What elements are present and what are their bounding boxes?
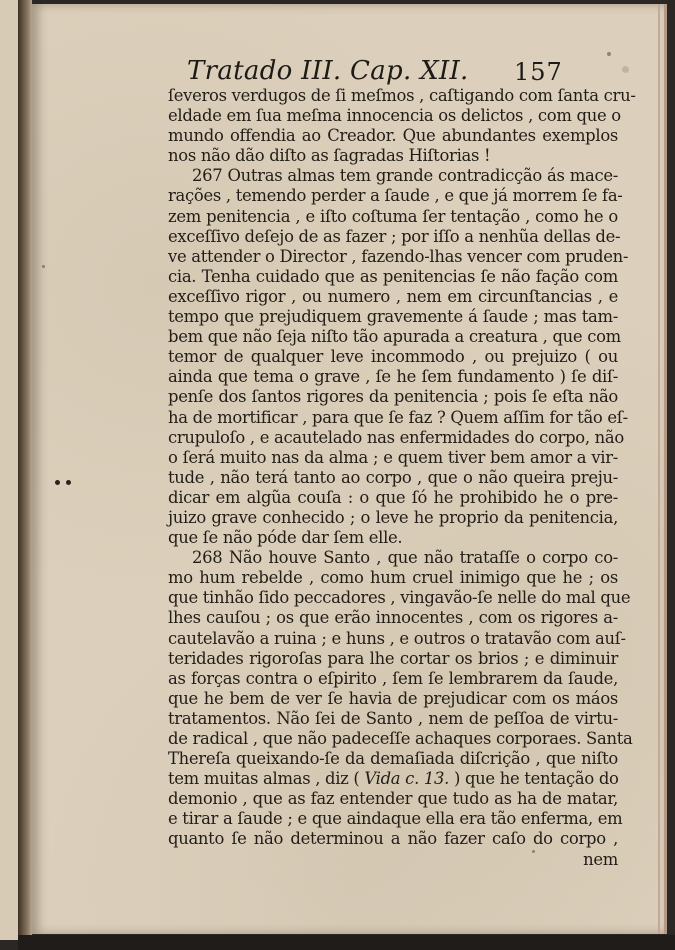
book-page	[32, 4, 667, 934]
citation: Vida c. 13.	[364, 769, 450, 789]
text-line: mundo offendia ao Creador. Que abundantes exemplos	[168, 126, 618, 146]
text-line: tempo que prejudiquem gravemente á ſaude ; mas tam-	[168, 307, 618, 327]
text-line: quanto ſe não determinou a não fazer caſo do corpo ,	[168, 829, 618, 849]
margin-mark	[55, 480, 60, 485]
text-line: crupuloſo , e acautelado nas enfermidades do corpo, não	[168, 427, 624, 447]
text-line: exceſſivo deſejo de as fazer ; por iſſo a nenhũa dellas de-	[168, 226, 621, 246]
text-line: zem penitencia , e iſto coſtuma ſer tentação , como he o	[168, 206, 618, 226]
catchword: nem	[583, 849, 618, 869]
text-line: que he bem de ver ſe havia de prejudicar com os máos	[168, 688, 618, 708]
text-line: demonio , que as faz entender que tudo as ha de matar,	[168, 789, 618, 809]
paper-speck	[42, 265, 45, 268]
paper-speck	[622, 66, 629, 73]
text-line: cia. Tenha cuidado que as penitencias ſe não fação com	[168, 266, 618, 286]
book-gutter	[18, 0, 32, 935]
page-edge	[658, 4, 660, 934]
text-line: juizo grave conhecido ; o leve he proprio da penitencia,	[168, 507, 618, 527]
text-line: 267 Outras almas tem grande contradicção ás mace-	[192, 166, 618, 186]
text-line: lhes cauſou ; os que erão innocentes , com os rigores a-	[168, 608, 618, 628]
text-line: bem que não ſeja niſto tão apurada a creatura , que com	[168, 327, 621, 347]
text-line: nos não dão diſto as ſagradas Hiſtorias !	[168, 146, 491, 166]
text-line: Thereſa queixando-ſe da demaſiada diſcrição , que niſto	[168, 749, 618, 769]
text-line: ſeveros verdugos de ſi meſmos , caſtigando com ſanta cru-	[168, 86, 636, 105]
page-number: 157	[514, 58, 563, 86]
text-line: 268 Não houve Santo , que não trataſſe o corpo co-	[192, 548, 618, 568]
text-line: tratamentos. Não ſei de Santo , nem de peſſoa de virtu-	[168, 708, 618, 728]
text-line: ainda que tema o grave , ſe he ſem fundamento ) ſe diſ-	[168, 367, 618, 387]
text-line: eldade em ſua meſma innocencia os delictos , com que o	[168, 106, 621, 126]
text-line: tude , não terá tanto ao corpo , que o não queira preju-	[168, 467, 618, 487]
page-header	[32, 54, 664, 90]
text-line: as forças contra o eſpirito , ſem ſe lembrarem da ſaude,	[168, 668, 618, 688]
previous-page-edge	[0, 0, 18, 940]
margin-mark	[66, 480, 71, 485]
paper-speck	[607, 52, 611, 56]
text-line: mo hum rebelde , como hum cruel inimigo que he ; os	[168, 568, 618, 588]
text-line: temor de qualquer leve incommodo , ou prejuizo ( ou	[168, 347, 618, 367]
text-line: que tinhão ſido peccadores , vingavão-ſe nelle do mal que	[168, 588, 631, 608]
text-line: penſe dos ſantos rigores da penitencia ; pois ſe eſta não	[168, 387, 618, 407]
text-line: rações , temendo perder a ſaude , e que já morrem ſe fa-	[168, 186, 623, 206]
text-line: teridades rigoroſas para lhe cortar os brios ; e diminuir	[168, 648, 618, 668]
text-line: tem muitas almas , diz ( Vida c. 13. ) que he tentação do	[168, 769, 619, 789]
text-line: que ſe não póde dar ſem elle.	[168, 528, 403, 548]
text-line: ve attender o Director , fazendo-lhas vencer com pruden-	[168, 246, 629, 266]
text-line: cautelavão a ruina ; e huns , e outros o tratavão com auſ-	[168, 628, 626, 648]
text-line: ha de mortificar , para que ſe faz ? Quem aſſim for tão eſ-	[168, 407, 628, 427]
running-title: Tratado III. Cap. XII.	[187, 56, 469, 86]
bottom-shadow	[18, 935, 675, 950]
text-line: exceſſivo rigor , ou numero , nem em circunſtancias , e	[168, 286, 618, 306]
text-line: o ſerá muito nas da alma ; e quem tiver bem amor a vir-	[168, 447, 618, 467]
text-line: de radical , que não padeceſſe achaques corporaes. Santa	[168, 729, 633, 748]
text-line: dicar em algũa couſa : o que ſó he prohibido he o pre-	[168, 487, 618, 507]
body-text	[168, 86, 636, 870]
text-line: e tirar a ſaude ; e que aindaque ella era tão enferma, em	[168, 809, 623, 829]
